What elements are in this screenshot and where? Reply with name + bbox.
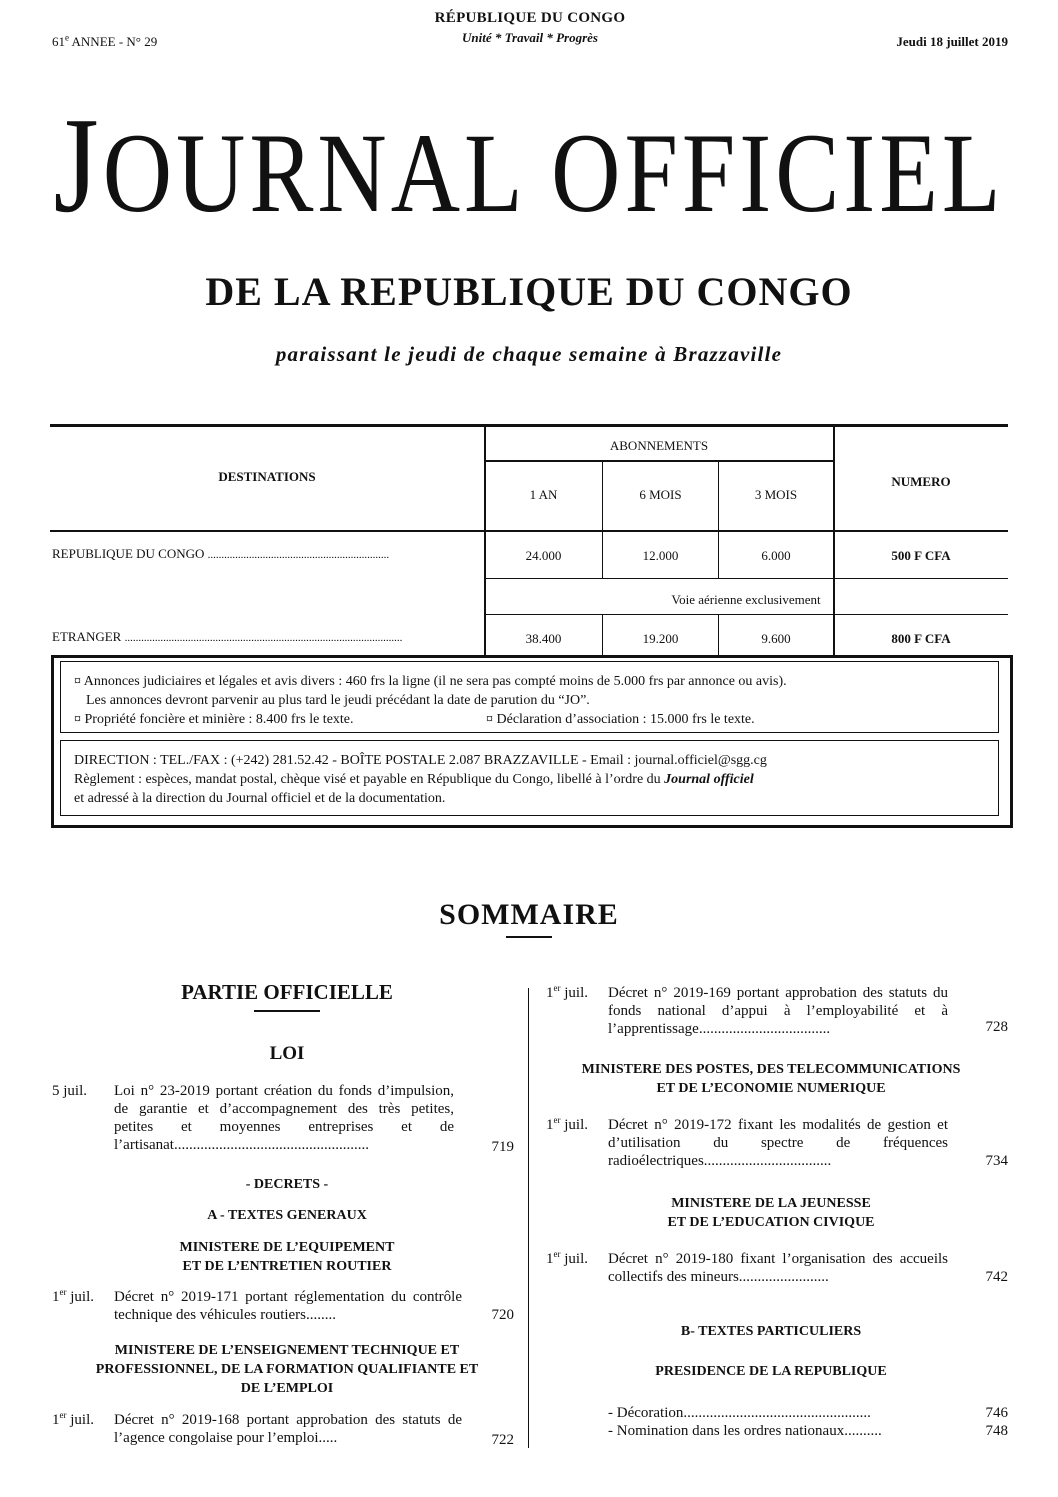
toc-page: 734 xyxy=(985,1153,1008,1169)
toc-text: Loi n° 23-2019 portant création du fonds d’impulsion, de garantie et d’accompagnement des très petites, petites et moyennes entreprises et de l’artisanat.................................................... xyxy=(114,1083,454,1153)
ministere-equipement-heading: MINISTERE DE L’EQUIPEMENT ET DE L’ENTRETIEN ROUTIER xyxy=(179,1240,395,1274)
decrets-heading: - DECRETS - xyxy=(245,1177,329,1192)
toc-page: 720 xyxy=(491,1307,514,1323)
price-etranger-3mois: 9.600 xyxy=(761,631,791,646)
numero-etranger: 800 F CFA xyxy=(891,631,951,646)
republic-name: RÉPUBLIQUE DU CONGO xyxy=(434,10,626,26)
period-6mois: 6 MOIS xyxy=(639,487,682,502)
air-mail-note: Voie aérienne exclusivement xyxy=(671,592,821,607)
toc-date: 1er juil. xyxy=(546,983,589,1001)
table-top-rule xyxy=(50,424,1008,427)
price-etranger-6mois: 19.200 xyxy=(642,631,679,646)
partie-officielle-heading: PARTIE OFFICIELLE xyxy=(181,980,393,1004)
toc-entry-decret-2019-169[interactable] xyxy=(546,984,1008,1040)
toc-entry-decret-2019-172[interactable] xyxy=(546,1116,1008,1172)
toc-text: - Décoration.................................................. xyxy=(608,1405,871,1421)
journal-subtitle: DE LA REPUBLIQUE DU CONGO xyxy=(205,269,853,314)
toc-page: 742 xyxy=(985,1269,1008,1285)
toc-page: 719 xyxy=(491,1139,514,1155)
journal-title: JOURNAL OFFICIEL xyxy=(53,90,1005,242)
period-1an: 1 AN xyxy=(529,487,558,502)
issue-number: 61e ANNEE - N° 29 xyxy=(52,32,158,49)
toc-item-decoration[interactable] xyxy=(608,1404,1008,1422)
sommaire-title: SOMMAIRE xyxy=(439,898,619,931)
toc-date: 1er juil. xyxy=(546,1249,589,1267)
partie-underline xyxy=(254,1010,320,1012)
abonnements-header: ABONNEMENTS xyxy=(609,438,709,453)
ministere-enseignement-heading: MINISTERE DE L’ENSEIGNEMENT TECHNIQUE ET PROFESSIONNEL, DE LA FORMATION QUALIFIANTE ET DE L’EMPLOI xyxy=(95,1343,479,1396)
price-congo-3mois: 6.000 xyxy=(761,548,791,563)
reglement-line: Règlement : espèces, mandat postal, chèque visé et payable en République du Congo, libellé à l’ordre du Journal officiel xyxy=(74,772,754,787)
table-divider xyxy=(484,578,1008,579)
header-center xyxy=(330,10,730,46)
ministere-postes-heading: MINISTERE DES POSTES, DES TELECOMMUNICATIONS ET DE L’ECONOMIE NUMERIQUE xyxy=(581,1062,961,1096)
destination-etranger: ETRANGER ..................................................................................................... xyxy=(52,629,403,644)
column-divider xyxy=(528,988,529,1448)
toc-text: Décret n° 2019-171 portant réglementation du contrôle technique des véhicules routiers........ xyxy=(114,1289,462,1323)
toc-item-nomination[interactable] xyxy=(608,1422,1008,1440)
direction-line: DIRECTION : TEL./FAX : (+242) 281.52.42 - BOÎTE POSTALE 2.087 BRAZZAVILLE - Email : journal.officiel@sgg.cg xyxy=(74,753,767,768)
textes-generaux-heading: A - TEXTES GENERAUX xyxy=(207,1208,367,1223)
destinations-header: DESTINATIONS xyxy=(218,469,316,484)
toc-text: Décret n° 2019-168 portant approbation des statuts de l’agence congolaise pour l’emploi..... xyxy=(114,1412,462,1446)
presidence-heading: PRESIDENCE DE LA REPUBLIQUE xyxy=(655,1364,887,1379)
table-divider xyxy=(484,460,834,462)
toc-page: 728 xyxy=(985,1019,1008,1035)
toc-date: 1er juil. xyxy=(52,1287,95,1305)
destination-congo: REPUBLIQUE DU CONGO .................................................................. xyxy=(52,546,390,561)
toc-page: 722 xyxy=(491,1432,514,1448)
journal-tagline: paraissant le jeudi de chaque semaine à Brazzaville xyxy=(275,342,783,366)
toc-date: 1er juil. xyxy=(52,1410,95,1428)
price-congo-1an: 24.000 xyxy=(525,548,562,563)
notice-line-3a: ¤ Propriété foncière et minière : 8.400 frs le texte. xyxy=(74,712,354,727)
notice-line-3b: ¤ Déclaration d’association : 15.000 frs le texte. xyxy=(486,712,755,727)
table-divider xyxy=(484,614,1008,615)
price-congo-6mois: 12.000 xyxy=(642,548,679,563)
numero-header: NUMERO xyxy=(891,474,951,489)
toc-text: Décret n° 2019-180 fixant l’organisation des accueils collectifs des mineurs........................ xyxy=(608,1251,948,1285)
period-3mois: 3 MOIS xyxy=(754,487,798,502)
ministere-jeunesse-heading: MINISTERE DE LA JEUNESSE ET DE L’EDUCATION CIVIQUE xyxy=(667,1196,875,1230)
toc-text: Décret n° 2019-172 fixant les modalités de gestion et d’utilisation du spectre de fréquences radioélectriques.................................. xyxy=(608,1117,948,1169)
toc-page: 748 xyxy=(985,1423,1008,1439)
issue-date: Jeudi 18 juillet 2019 xyxy=(896,34,1008,49)
loi-heading: LOI xyxy=(269,1043,305,1064)
notice-line-2: Les annonces devront parvenir au plus tard le jeudi précédant la date de parution du “JO”. xyxy=(86,693,590,708)
toc-entry-decret-2019-168[interactable] xyxy=(52,1411,514,1449)
sommaire-underline xyxy=(506,936,552,938)
toc-date: 5 juil. xyxy=(52,1083,88,1099)
price-etranger-1an: 38.400 xyxy=(525,631,562,646)
toc-entry-decret-2019-171[interactable] xyxy=(52,1288,514,1326)
table-divider xyxy=(50,530,1008,532)
toc-text: - Nomination dans les ordres nationaux.......... xyxy=(608,1423,882,1439)
notice-line-1: ¤ Annonces judiciaires et légales et avis divers : 460 frs la ligne (il ne sera pas compté moins de 5.000 frs par annonce ou avis). xyxy=(74,674,787,689)
toc-entry-loi-23-2019[interactable] xyxy=(52,1082,514,1158)
textes-particuliers-heading: B- TEXTES PARTICULIERS xyxy=(680,1324,862,1339)
national-motto: Unité * Travail * Progrès xyxy=(461,30,598,45)
toc-text: Décret n° 2019-169 portant approbation des statuts du fonds national d’appui à l’employabilité et à l’apprentissage................................... xyxy=(608,985,948,1037)
numero-congo: 500 F CFA xyxy=(891,548,951,563)
toc-date: 1er juil. xyxy=(546,1115,589,1133)
reglement-line-2: et adressé à la direction du Journal officiel et de la documentation. xyxy=(74,791,446,806)
toc-page: 746 xyxy=(985,1405,1008,1421)
toc-entry-decret-2019-180[interactable] xyxy=(546,1250,1008,1288)
